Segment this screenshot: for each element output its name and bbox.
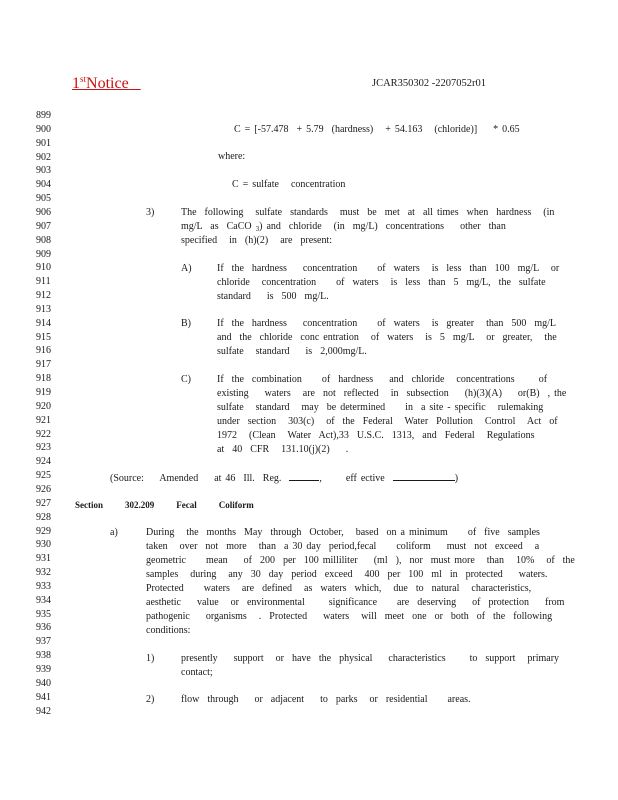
item-c-marker: C) xyxy=(181,374,191,385)
line-number: 931 xyxy=(36,553,51,565)
item-3-line-1: The following sulfate standards must be met at all times when hardness (in xyxy=(181,207,555,218)
line-number: 933 xyxy=(36,580,51,592)
line-number: 925 xyxy=(36,470,51,482)
fecal-line-1: During the months May through October, based on a minimum of five samples xyxy=(146,527,540,538)
notice-word: Notice xyxy=(86,75,129,92)
fecal-line-4: samples during any 30 day period exceed 400 per 100 ml in protected waters. xyxy=(146,569,548,580)
item-a-line-2: chloride concentration of waters is less than 5 mg/L, the sulfate xyxy=(217,277,546,288)
fecal-line-6: aesthetic value or environmental significance are deserving of protection from xyxy=(146,597,565,608)
item-a-lower-marker: a) xyxy=(110,527,118,538)
fecal-line-5: Protected waters are defined as waters which, due to natural characteristics, xyxy=(146,583,532,594)
item-3-marker: 3) xyxy=(146,207,155,218)
section-number: 302.209 xyxy=(125,500,155,510)
line-number: 922 xyxy=(36,428,51,440)
notice-ordinal-suffix: st xyxy=(80,74,87,84)
section-label: Section xyxy=(75,500,103,510)
line-number: 930 xyxy=(36,539,51,551)
line-number: 920 xyxy=(36,400,51,412)
item-c-line-5: 1972 (Clean Water Act),33 U.S.C. 1313, and Federal Regulations xyxy=(217,430,535,441)
source-text-3: ) xyxy=(454,473,459,484)
item-b-marker: B) xyxy=(181,318,191,329)
item-b-line-3: sulfate standard is 2,000mg/L. xyxy=(217,346,367,357)
item-2-marker: 2) xyxy=(146,694,155,705)
line-number: 941 xyxy=(36,691,51,703)
line-number: 938 xyxy=(36,650,51,662)
document-id: JCAR350302 -2207052r01 xyxy=(372,78,487,89)
line-number: 918 xyxy=(36,373,51,385)
item-3-line-2b: ) and chloride (in mg/L) concentrations other than xyxy=(259,221,506,232)
line-number: 942 xyxy=(36,705,51,717)
line-number: 907 xyxy=(36,220,51,232)
item-c-line-1: If the combination of hardness and chloride concentrations of xyxy=(217,374,548,385)
line-number: 904 xyxy=(36,179,51,191)
item-c-line-3: sulfate standard may be determined in a site - specific rulemaking xyxy=(217,402,544,413)
fecal-line-7: pathogenic organisms . Protected waters will meet one or both of the following xyxy=(146,611,553,622)
notice-title xyxy=(72,74,141,93)
line-number: 932 xyxy=(36,567,51,578)
item-1-line-1: presently support or have the physical characteristics to support primary xyxy=(181,653,560,664)
item-c-line-6: at 40 CFR 131.10(j)(2) . xyxy=(217,444,349,455)
source-blank-volume xyxy=(289,472,319,481)
source-blank-date xyxy=(393,472,455,481)
source-text-2: , eff ective xyxy=(319,473,385,484)
line-number: 905 xyxy=(36,193,51,205)
line-number: 906 xyxy=(36,206,51,218)
item-a-line-3: standard is 500 mg/L. xyxy=(217,291,329,302)
line-number: 909 xyxy=(36,248,51,260)
line-number: 936 xyxy=(36,622,51,634)
line-number: 937 xyxy=(36,636,51,648)
item-c-line-2: existing waters are not reflected in subsection (h)(3)(A) or(B) , the xyxy=(217,388,567,399)
section-title-1: Fecal xyxy=(176,500,197,510)
line-number: 910 xyxy=(36,262,51,274)
item-3-line-2a: mg/L as CaCO xyxy=(181,221,256,232)
item-c-line-4: under section 303(c) of the Federal Water Pollution Control Act of xyxy=(217,416,558,427)
line-number: 913 xyxy=(36,303,51,315)
item-1-line-2: contact; xyxy=(181,667,213,678)
line-number: 927 xyxy=(36,497,51,509)
line-number: 902 xyxy=(36,151,51,163)
line-number: 926 xyxy=(36,483,51,495)
line-number: 924 xyxy=(36,456,51,468)
item-b-line-2: and the chloride conc entration of waters is 5 mg/L or greater, the xyxy=(217,332,557,343)
line-number: 935 xyxy=(36,608,51,620)
line-number: 908 xyxy=(36,234,51,246)
line-number: 923 xyxy=(36,442,51,454)
notice-number: 1 xyxy=(72,75,80,92)
line-number: 940 xyxy=(36,677,51,689)
line-number: 900 xyxy=(36,123,51,135)
source-note xyxy=(110,472,458,484)
line-number: 939 xyxy=(36,664,51,675)
section-heading xyxy=(75,500,276,510)
line-number: 915 xyxy=(36,331,51,343)
fecal-line-8: conditions: xyxy=(146,625,191,636)
item-2-line-1: flow through or adjacent to parks or residential areas. xyxy=(181,694,471,705)
line-number: 921 xyxy=(36,414,51,426)
line-number: 929 xyxy=(36,525,51,537)
where-label: where: xyxy=(218,151,246,162)
item-3-line-2 xyxy=(181,222,506,234)
item-b-line-1: If the hardness concentration of waters is greater than 500 mg/L xyxy=(217,318,557,329)
line-number: 903 xyxy=(36,165,51,177)
caco3-subscript: 3 xyxy=(255,225,260,233)
line-number: 912 xyxy=(36,290,51,301)
c-definition: C = sulfate concentration xyxy=(232,179,346,190)
line-number: 934 xyxy=(36,594,51,606)
line-number: 914 xyxy=(36,317,51,329)
line-number: 919 xyxy=(36,387,51,398)
line-number: 917 xyxy=(36,359,51,371)
fecal-line-3: geometric mean of 200 per 100 milliliter (ml ), nor must more than 10% of the xyxy=(146,555,575,566)
fecal-line-2: taken over not more than a 30 day period,fecal coliform must not exceed a xyxy=(146,541,540,552)
line-number: 899 xyxy=(36,110,51,121)
line-number: 916 xyxy=(36,345,51,357)
item-a-marker: A) xyxy=(181,263,192,274)
source-text-1: (Source: Amended at 46 Ill. Reg. xyxy=(110,473,282,484)
line-number: 901 xyxy=(36,137,51,149)
line-number: 928 xyxy=(36,511,51,523)
line-number: 911 xyxy=(36,276,51,288)
item-3-line-3: specified in (h)(2) are present: xyxy=(181,235,333,246)
sulfate-formula: C = [-57.478 + 5.79 (hardness) + 54.163 (chloride)] * 0.65 xyxy=(234,124,520,135)
section-title-2: Coliform xyxy=(218,500,254,510)
item-a-line-1: If the hardness concentration of waters is less than 100 mg/L or xyxy=(217,263,560,274)
item-1-marker: 1) xyxy=(146,653,155,664)
